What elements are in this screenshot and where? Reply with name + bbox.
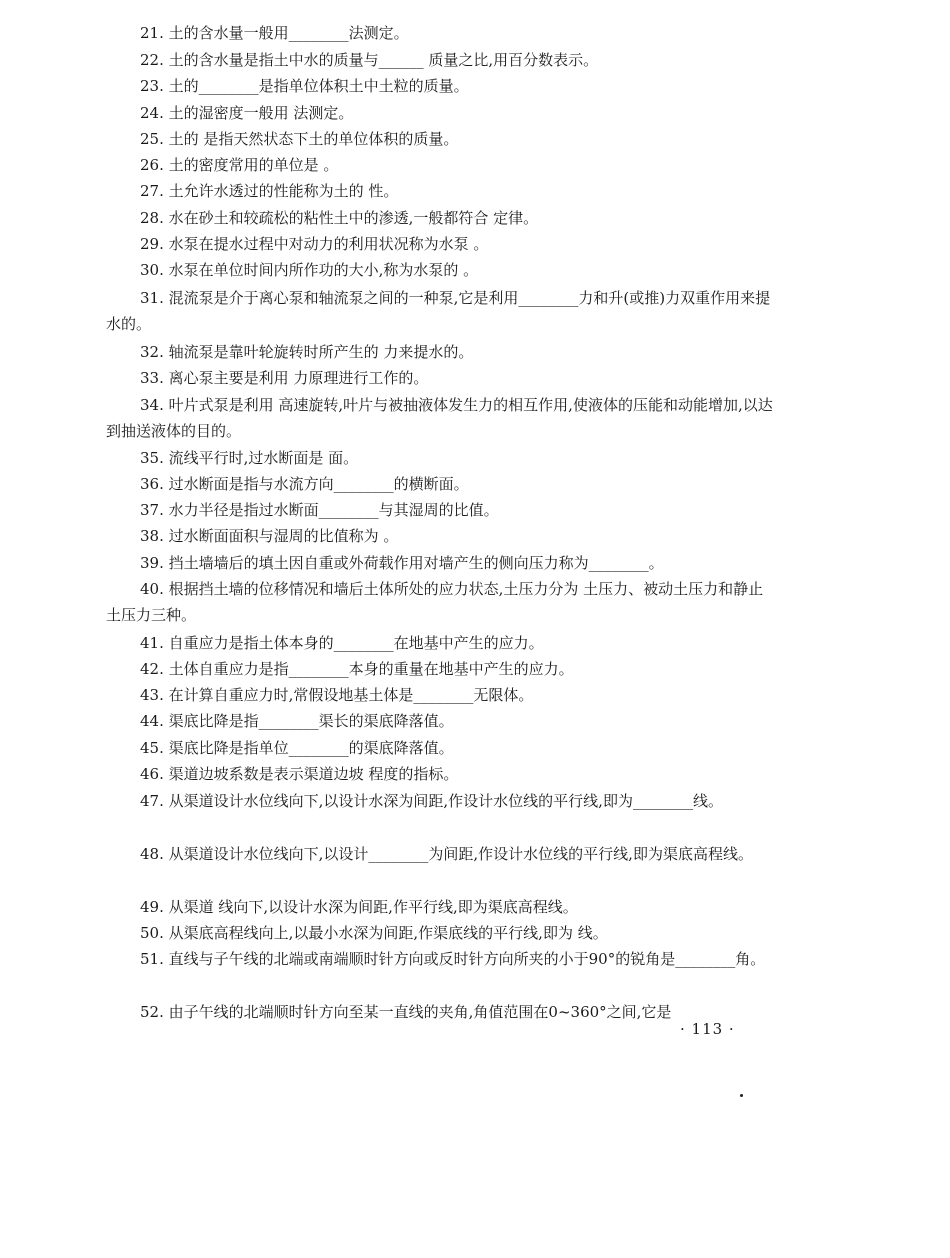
question-43: 43. 在计算自重应力时,常假设地基土体是________无限体。 bbox=[140, 686, 534, 704]
question-31: 31. 混流泵是介于离心泵和轴流泵之间的一种泵,它是利用________力和升(或推)力双重作用来提水的。 bbox=[106, 289, 771, 333]
question-21: 21. 土的含水量一般用________法测定。 bbox=[140, 24, 409, 42]
question-37: 37. 水力半径是指过水断面________与其湿周的比值。 bbox=[140, 501, 499, 519]
question-30: 30. 水泵在单位时间内所作功的大小,称为水泵的 。 bbox=[140, 261, 479, 279]
question-48: 48. 从渠道设计水位线向下,以设计________为间距,作设计水位线的平行线,即为渠底高程线。 bbox=[140, 845, 753, 863]
question-49: 49. 从渠道 线向下,以设计水深为间距,作平行线,即为渠底高程线。 bbox=[140, 898, 578, 916]
question-24: 24. 土的湿密度一般用 法测定。 bbox=[140, 104, 354, 122]
question-50: 50. 从渠底高程线向上,以最小水深为间距,作渠底线的平行线,即为 线。 bbox=[140, 924, 608, 942]
question-52: 52. 由子午线的北端顺时针方向至某一直线的夹角,角值范围在0~360°之间,它是 bbox=[140, 1003, 672, 1021]
question-36: 36. 过水断面是指与水流方向________的横断面。 bbox=[140, 475, 469, 493]
question-51: 51. 直线与子午线的北端或南端顺时针方向或反时针方向所夹的小于90°的锐角是________角。 bbox=[140, 950, 766, 968]
question-27: 27. 土允许水透过的性能称为土的 性。 bbox=[140, 182, 399, 200]
question-22: 22. 土的含水量是指土中水的质量与______ 质量之比,用百分数表示。 bbox=[140, 51, 599, 69]
question-39: 39. 挡土墙墙后的填土因自重或外荷载作用对墙产生的侧向压力称为________。 bbox=[140, 554, 664, 572]
question-40: 40. 根据挡土墙的位移情况和墙后土体所处的应力状态,土压力分为 土压力、被动土压力和静止土压力三种。 bbox=[106, 580, 764, 624]
question-46: 46. 渠道边坡系数是表示渠道边坡 程度的指标。 bbox=[140, 765, 459, 783]
question-25: 25. 土的 是指天然状态下土的单位体积的质量。 bbox=[140, 130, 459, 148]
question-42: 42. 土体自重应力是指________本身的重量在地基中产生的应力。 bbox=[140, 660, 574, 678]
question-38: 38. 过水断面面积与湿周的比值称为 。 bbox=[140, 527, 399, 545]
question-45: 45. 渠底比降是指单位________的渠底降落值。 bbox=[140, 739, 454, 757]
question-34: 34. 叶片式泵是利用 高速旋转,叶片与被抽液体发生力的相互作用,使液体的压能和动能增加,以达到抽送液体的目的。 bbox=[106, 396, 773, 440]
scan-speck bbox=[740, 1094, 743, 1097]
question-35: 35. 流线平行时,过水断面是 面。 bbox=[140, 449, 359, 467]
page-number: · 113 · bbox=[680, 1020, 735, 1038]
question-32: 32. 轴流泵是靠叶轮旋转时所产生的 力来提水的。 bbox=[140, 343, 474, 361]
question-28: 28. 水在砂土和较疏松的粘性土中的渗透,一般都符合 定律。 bbox=[140, 209, 539, 227]
question-29: 29. 水泵在提水过程中对动力的利用状况称为水泵 。 bbox=[140, 235, 489, 253]
question-44: 44. 渠底比降是指________渠长的渠底降落值。 bbox=[140, 712, 454, 730]
question-33: 33. 离心泵主要是利用 力原理进行工作的。 bbox=[140, 369, 429, 387]
question-47: 47. 从渠道设计水位线向下,以设计水深为间距,作设计水位线的平行线,即为________线。 bbox=[140, 792, 723, 810]
question-23: 23. 土的________是指单位体积土中土粒的质量。 bbox=[140, 77, 469, 95]
question-26: 26. 土的密度常用的单位是 。 bbox=[140, 156, 339, 174]
question-41: 41. 自重应力是指土体本身的________在地基中产生的应力。 bbox=[140, 634, 544, 652]
